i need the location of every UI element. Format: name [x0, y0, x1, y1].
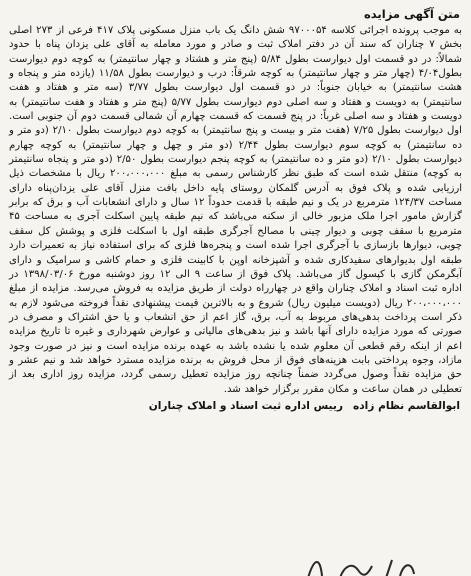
handwritten-mark — [300, 548, 420, 576]
signature-line — [7, 399, 464, 414]
signer-name: ابوالقاسم نظام زاده — [352, 399, 460, 412]
notice-title: متن آگهی مزایده — [364, 7, 460, 21]
notice-body: به موجب پرونده اجرائی کلاسه ۹۷۰۰۰۵۴ شش دانگ یک باب منزل مسکونی پلاک ۴۱۷ فرعی از ۲۷۳ اصلی بخش ۷ چناران که سند آن در دفتر املاک ثبت و صادر و مورد معامله به آقای علی یزدان پناه با حدود شمالاً: در دو قسمت اول دیوارست بطول ۵/۸۴ (پنج متر و هشتاد و چهار سانتیمتر) به کوچه دوم دیوارست بطول۴/۰۴ (چهار متر و چهار سانتیمتر) به کوچه شرقاً: درب و دیوارست بطول ۱۱/۵۸ (یازده متر و پنجاه و هشت سانتیمتر) به خیابان جنوباً: در دو قسمت اول دیوارست بطول ۳/۷۷ (سه متر و هفتاد و هفت سانتیمتر) به دویست و هفتاد و سه اصلی دوم دیوارست بطول ۵/۷۷ (پنج متر و هفتاد و هفت سانتیمتر) به دویست و هفتاد و سه اصلی غرباً: در پنج قسمت که قسمت چهارم آن شمالی قسمت دوم آن جنوبی است. اول دیوارست بطول ۷/۲۵ (هفت متر و بیست و پنج سانتیمتر) به کوچه دوم دیوارست بطول ۲/۱۰ (دو متر و ده سانتیمتر) به کوچه سوم دیوارست بطول ۲/۴۴ (دو متر و چهل و چهار سانتیمتر) به کوچه چهارم دیوارست بطول ۲/۱۰ (دو متر و ده سانتیمتر) به کوچه پنجم دیوارست بطول ۲/۵۰ (دو متر و پنجاه سانتیمتر به کوچه) منتقل شده است که طبق نظر کارشناس رسمی به مبلغ ۲۰۰،۰۰۰،۰۰۰ ریال با مشخصات ذیل ارزیابی شده و پلاک فوق به آدرس گلمکان روستای پایه داخل بافت منزل آقای علی یزدان‌پناه دارای مساحت ۱۲۴/۳۷ مترمربع در یک و نیم طبقه با قدمت حدوداً ۱۲ سال و دارای انشعابات آب و برق که برابر گزارش مامور اجرا ملک مزبور خالی از سکنه می‌باشد که نیم طبقه پایین اسکلت آجری به مساحت ۴۵ مترمربع با سقف چوبی و دیوار چینی با مصالح آجرگری طبقه اول با اسکلت فلزی و پوشش کل سقف چوبی، دیوارها بازسازی با آجرگری اجرا شده است و پنجره‌ها فلزی که برای استفاده نیاز به تعمیرات دارد طبقه اول بدیوارهای سفیدکاری شده و آشپزخانه اوپن با کابینت فلزی و حمام کاشی و سرامیک و دارای آبگرمکن گازی با کپسول گاز می‌باشد. پلاک فوق از ساعت ۹ الی ۱۲ روز دوشنبه مورخ ۱۳۹۸/۰۳/۰۶ در اداره ثبت اسناد و املاک چناران واقع در چهارراه دولت از طریق مزایده به فروش می‌رسد. مزایده از مبلغ ۲۰۰،۰۰۰،۰۰۰ ریال (دویست میلیون ریال) شروع و به بالاترین قیمت پیشنهادی نقداً فروخته می‌شود لازم به ذکر است پرداخت بدهی‌های مربوط به آب، برق، گاز اعم از حق انشعاب و یا حق اشتراک و مصرف در صورتی که مورد مزایده دارای آنها باشد و نیز بدهی‌های مالیاتی و عوارض شهرداری و غیره تا تاریخ مزایده اعم از اینکه رقم قطعی آن معلوم شده یا نشده باشد به عهده برنده مزایده است و نیز در صورت وجود مازاد، وجوه پرداختی بابت هزینه‌های فوق از محل فروش به برنده مزایده مسترد خواهد شد و نیم عشر و حق مزایده نقداً وصول می‌گردد ضمناً چنانچه روز مزایده تعطیل رسمی گردد، مزایده روز اداری بعد از تعطیلی در همان ساعت و مکان مقرر برگزار خواهد شد. — [9, 25, 462, 395]
signer-title: رییس اداره ثبت اسناد و املاک چناران — [148, 399, 343, 412]
